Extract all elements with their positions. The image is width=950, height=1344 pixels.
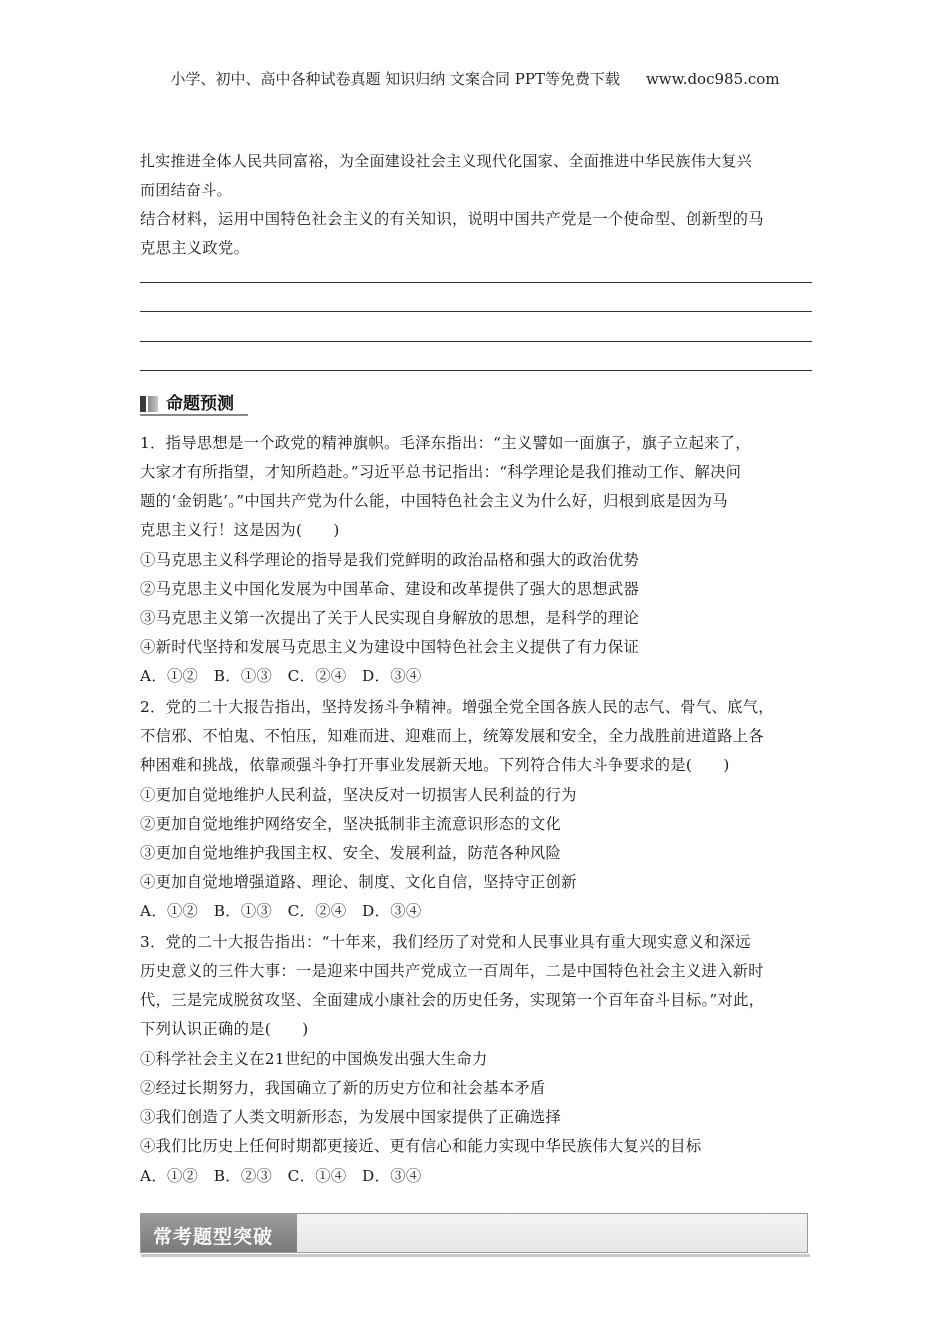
section-banner-breakthrough xyxy=(140,1213,808,1253)
q1-option: ④新时代坚持和发展马克思主义为建设中国特色社会主义提供了有力保证 xyxy=(140,638,640,656)
banner-title: 常考题型突破 xyxy=(153,1226,274,1248)
section-underline xyxy=(140,414,248,416)
q2-stem-line: 不信邪、不怕鬼、不怕压，知难而进、迎难而上，统筹发展和安全，全力战胜前进道路上各 xyxy=(140,727,764,745)
answer-line-4 xyxy=(140,370,812,371)
q3-stem-line: 代，三是完成脱贫攻坚、全面建成小康社会的历史任务，实现第一个百年奋斗目标。”对此， xyxy=(140,991,765,1009)
q2-choices: A．①② B．①③ C．②④ D．③④ xyxy=(140,902,422,920)
q2-option: ④更加自觉地增强道路、理论、制度、文化自信，坚持守正创新 xyxy=(140,873,577,891)
q3-option: ②经过长期努力，我国确立了新的历史方位和社会基本矛盾 xyxy=(140,1079,546,1097)
q1-choices: A．①② B．①③ C．②④ D．③④ xyxy=(140,667,422,685)
material-line-1: 扎实推进全体人民共同富裕，为全面建设社会主义现代化国家、全面推进中华民族伟大复兴 xyxy=(140,152,753,170)
question-prompt-line-1: 结合材料，运用中国特色社会主义的有关知识，说明中国共产党是一个使命型、创新型的马 xyxy=(140,210,764,228)
banner-shadow xyxy=(141,1254,810,1257)
banner-fill xyxy=(297,1214,807,1252)
q1-option: ②马克思主义中国化发展为中国革命、建设和改革提供了强大的思想武器 xyxy=(140,580,640,598)
answer-line-1 xyxy=(140,282,812,283)
q3-option: ③我们创造了人类文明新形态，为发展中国家提供了正确选择 xyxy=(140,1108,562,1126)
q3-option: ④我们比历史上任何时期都更接近、更有信心和能力实现中华民族伟大复兴的目标 xyxy=(140,1137,702,1155)
q1-stem-line: 克思主义行！这是因为( ) xyxy=(140,521,340,539)
banner-tag xyxy=(141,1214,297,1252)
q2-option: ①更加自觉地维护人民利益，坚决反对一切损害人民利益的行为 xyxy=(140,786,577,804)
answer-line-2 xyxy=(140,311,812,312)
q3-choices: A．①② B．②③ C．①④ D．③④ xyxy=(140,1167,422,1185)
q2-stem-line: 2．党的二十大报告指出，坚持发扬斗争精神。增强全党全国各族人民的志气、骨气、底气， xyxy=(140,698,774,716)
header-site: www.doc985.com xyxy=(645,70,780,88)
material-line-2: 而团结奋斗。 xyxy=(140,181,232,199)
header-text: 小学、初中、高中各种试卷真题 知识归纳 文案合同 PPT等免费下载 xyxy=(170,70,620,88)
q1-option: ①马克思主义科学理论的指导是我们党鲜明的政治品格和强大的政治优势 xyxy=(140,551,640,569)
q1-option: ③马克思主义第一次提出了关于人民实现自身解放的思想，是科学的理论 xyxy=(140,609,640,627)
q3-stem-line: 下列认识正确的是( ) xyxy=(140,1020,309,1038)
q1-stem-line: 题的‘金钥匙’。”中国共产党为什么能，中国特色社会主义为什么好，归根到底是因为马 xyxy=(140,492,728,510)
answer-line-3 xyxy=(140,341,812,342)
section-title-prediction xyxy=(140,393,248,415)
question-prompt-line-2: 克思主义政党。 xyxy=(140,239,250,257)
q3-option: ①科学社会主义在21世纪的中国焕发出强大生命力 xyxy=(140,1050,488,1068)
q1-stem-line: 大家才有所指望，才知所趋赴。”习近平总书记指出：“科学理论是我们推动工作、解决问 xyxy=(140,463,742,481)
section-marker-icon xyxy=(148,396,158,412)
q2-stem-line: 种困难和挑战，依靠顽强斗争打开事业发展新天地。下列符合伟大斗争要求的是( ) xyxy=(140,756,730,774)
page-header xyxy=(0,68,950,89)
section-marker-icon xyxy=(140,396,146,412)
q2-option: ②更加自觉地维护网络安全，坚决抵制非主流意识形态的文化 xyxy=(140,815,562,833)
q2-option: ③更加自觉地维护我国主权、安全、发展利益，防范各种风险 xyxy=(140,844,562,862)
section-title-text: 命题预测 xyxy=(166,394,234,414)
q1-stem-line: 1．指导思想是一个政党的精神旗帜。毛泽东指出：“主义譬如一面旗子，旗子立起来了， xyxy=(140,434,751,452)
q3-stem-line: 3．党的二十大报告指出：“十年来，我们经历了对党和人民事业具有重大现实意义和深远 xyxy=(140,933,751,951)
q3-stem-line: 历史意义的三件大事：一是迎来中国共产党成立一百周年，二是中国特色社会主义进入新时 xyxy=(140,962,764,980)
